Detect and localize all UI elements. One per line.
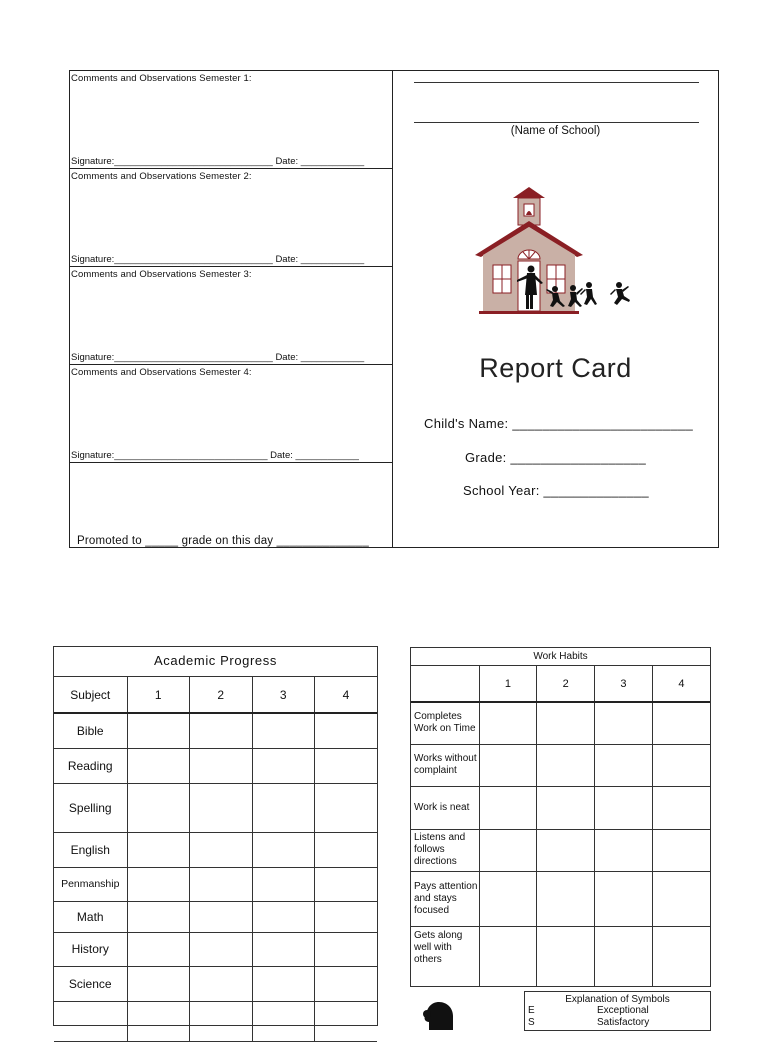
grade-cell[interactable] xyxy=(537,786,595,829)
habit-gets-along: Gets along well with others xyxy=(411,926,479,986)
habit-works-without-complaint: Works without complaint xyxy=(411,744,479,786)
grade-cell[interactable] xyxy=(315,1001,378,1041)
semester-2-signature-line[interactable]: Signature:______________________________ Date: ____________ xyxy=(71,254,365,265)
child-silhouette-icon xyxy=(417,1000,457,1030)
schoolhouse-illustration xyxy=(473,183,643,323)
grade-cell[interactable] xyxy=(537,702,595,744)
grade-cell[interactable] xyxy=(652,871,710,926)
grade-cell[interactable] xyxy=(537,871,595,926)
table-row xyxy=(411,786,710,829)
grade-cell[interactable] xyxy=(127,832,190,867)
grade-cell[interactable] xyxy=(315,783,378,832)
symbols-title: Explanation of Symbols xyxy=(565,994,670,1005)
grade-cell[interactable] xyxy=(315,901,378,932)
subject-science: Science xyxy=(54,966,127,1001)
grade-cell[interactable] xyxy=(479,926,537,986)
grade-cell[interactable] xyxy=(127,783,190,832)
grade-cell[interactable] xyxy=(479,786,537,829)
semester-1-block xyxy=(70,71,392,169)
table-row xyxy=(54,867,377,901)
semester-3-block xyxy=(70,267,392,365)
grade-cell[interactable] xyxy=(652,786,710,829)
grade-cell[interactable] xyxy=(652,744,710,786)
promoted-line[interactable]: Promoted to _____ grade on this day ______________ xyxy=(77,535,369,547)
grade-cell[interactable] xyxy=(315,748,378,783)
grade-cell[interactable] xyxy=(190,748,253,783)
grade-cell[interactable] xyxy=(595,744,653,786)
table-row xyxy=(54,901,377,932)
header-semester-3: 3 xyxy=(252,677,315,713)
grade-cell[interactable] xyxy=(252,713,315,748)
work-habits-title: Work Habits xyxy=(411,648,710,666)
grade-cell[interactable] xyxy=(252,1001,315,1041)
grade-cell[interactable] xyxy=(190,867,253,901)
table-row xyxy=(411,871,710,926)
symbol-row xyxy=(525,1017,710,1029)
grade-cell[interactable] xyxy=(252,966,315,1001)
symbol-meaning: Satisfactory xyxy=(597,1017,650,1028)
grade-cell[interactable] xyxy=(190,832,253,867)
grade-cell[interactable] xyxy=(479,829,537,871)
semester-4-block xyxy=(70,365,392,463)
school-name-line-2[interactable] xyxy=(414,122,699,123)
subject-bible: Bible xyxy=(54,713,127,748)
table-row xyxy=(54,932,377,966)
grade-cell[interactable] xyxy=(479,702,537,744)
grade-cell[interactable] xyxy=(652,926,710,986)
grade-cell[interactable] xyxy=(190,901,253,932)
grade-cell[interactable] xyxy=(595,829,653,871)
symbols-legend xyxy=(524,991,711,1031)
grade-cell[interactable] xyxy=(252,748,315,783)
table-header-row xyxy=(411,666,710,702)
semester-2-block xyxy=(70,169,392,267)
subject-history: History xyxy=(54,932,127,966)
header-semester-3: 3 xyxy=(595,666,653,702)
habit-work-is-neat: Work is neat xyxy=(411,786,479,829)
grade-cell[interactable] xyxy=(252,867,315,901)
table-row xyxy=(54,713,377,748)
grade-cell[interactable] xyxy=(190,713,253,748)
school-year-field[interactable]: School Year: ______________ xyxy=(463,483,649,498)
grade-cell[interactable] xyxy=(595,786,653,829)
semester-1-title: Comments and Observations Semester 1: xyxy=(71,73,252,84)
grade-cell[interactable] xyxy=(595,871,653,926)
grade-field[interactable]: Grade: __________________ xyxy=(465,450,646,465)
habit-pays-attention: Pays attention and stays focused xyxy=(411,871,479,926)
symbol-meaning: Exceptional xyxy=(597,1005,649,1016)
grade-cell[interactable] xyxy=(315,832,378,867)
grade-cell[interactable] xyxy=(652,702,710,744)
grade-cell[interactable] xyxy=(127,748,190,783)
school-name-line-1[interactable] xyxy=(414,82,699,83)
semester-3-title: Comments and Observations Semester 3: xyxy=(71,269,252,280)
habit-completes-work: Completes Work on Time xyxy=(411,702,479,744)
semester-1-signature-line[interactable]: Signature:______________________________ Date: ____________ xyxy=(71,156,365,167)
symbol-row xyxy=(525,1005,710,1017)
report-card-title: Report Card xyxy=(479,353,632,383)
header-semester-2: 2 xyxy=(190,677,253,713)
table-row xyxy=(411,926,710,986)
report-card-panel xyxy=(69,70,719,548)
subject-english: English xyxy=(54,832,127,867)
table-header-row xyxy=(54,677,377,713)
grade-cell[interactable] xyxy=(315,867,378,901)
work-habits-grid xyxy=(411,666,710,987)
grade-cell[interactable] xyxy=(537,829,595,871)
symbol-code: E xyxy=(528,1005,535,1016)
grade-cell[interactable] xyxy=(315,713,378,748)
cover-column xyxy=(393,71,718,547)
grade-cell[interactable] xyxy=(652,829,710,871)
table-row xyxy=(54,783,377,832)
header-semester-4: 4 xyxy=(315,677,378,713)
grade-cell[interactable] xyxy=(127,901,190,932)
subject-spelling: Spelling xyxy=(54,783,127,832)
grade-cell[interactable] xyxy=(252,932,315,966)
grade-cell[interactable] xyxy=(537,926,595,986)
subject-math: Math xyxy=(54,901,127,932)
school-name-label: (Name of School) xyxy=(510,125,601,137)
grade-cell[interactable] xyxy=(252,832,315,867)
grade-cell[interactable] xyxy=(127,1001,190,1041)
childs-name-field[interactable]: Child's Name: ________________________ xyxy=(424,416,694,431)
grade-cell[interactable] xyxy=(127,966,190,1001)
table-row xyxy=(411,744,710,786)
subject-reading: Reading xyxy=(54,748,127,783)
habit-listens: Listens and follows directions xyxy=(411,829,479,871)
comments-column xyxy=(70,71,393,547)
header-semester-2: 2 xyxy=(537,666,595,702)
academic-progress-grid xyxy=(54,677,377,1042)
academic-progress-title: Academic Progress xyxy=(54,647,377,677)
semester-4-title: Comments and Observations Semester 4: xyxy=(71,367,252,378)
grade-cell[interactable] xyxy=(127,713,190,748)
grade-cell[interactable] xyxy=(479,744,537,786)
grade-cell[interactable] xyxy=(595,926,653,986)
semester-4-signature-line[interactable]: Signature:_____________________________ Date: ____________ xyxy=(71,450,359,461)
table-row xyxy=(54,1001,377,1041)
header-semester-1: 1 xyxy=(127,677,190,713)
subject-blank xyxy=(54,1001,127,1041)
grade-cell[interactable] xyxy=(127,932,190,966)
header-semester-4: 4 xyxy=(652,666,710,702)
table-row xyxy=(54,748,377,783)
subject-penmanship: Penmanship xyxy=(54,867,127,901)
semester-2-title: Comments and Observations Semester 2: xyxy=(71,171,252,182)
grade-cell[interactable] xyxy=(252,783,315,832)
work-habits-table xyxy=(410,647,711,987)
table-row xyxy=(54,832,377,867)
grade-cell[interactable] xyxy=(537,744,595,786)
semester-3-signature-line[interactable]: Signature:______________________________ Date: ____________ xyxy=(71,352,365,363)
grade-cell[interactable] xyxy=(315,932,378,966)
grade-cell[interactable] xyxy=(190,1001,253,1041)
grade-cell[interactable] xyxy=(127,867,190,901)
header-blank xyxy=(411,666,479,702)
grade-cell[interactable] xyxy=(252,901,315,932)
header-subject: Subject xyxy=(54,677,127,713)
symbol-code: S xyxy=(528,1017,535,1028)
grade-cell[interactable] xyxy=(595,702,653,744)
header-semester-1: 1 xyxy=(479,666,537,702)
grade-cell[interactable] xyxy=(190,966,253,1001)
table-row xyxy=(54,966,377,1001)
grade-cell[interactable] xyxy=(190,783,253,832)
table-row xyxy=(411,702,710,744)
academic-progress-table xyxy=(53,646,378,1026)
table-row xyxy=(411,829,710,871)
grade-cell[interactable] xyxy=(479,871,537,926)
grade-cell[interactable] xyxy=(190,932,253,966)
grade-cell[interactable] xyxy=(315,966,378,1001)
